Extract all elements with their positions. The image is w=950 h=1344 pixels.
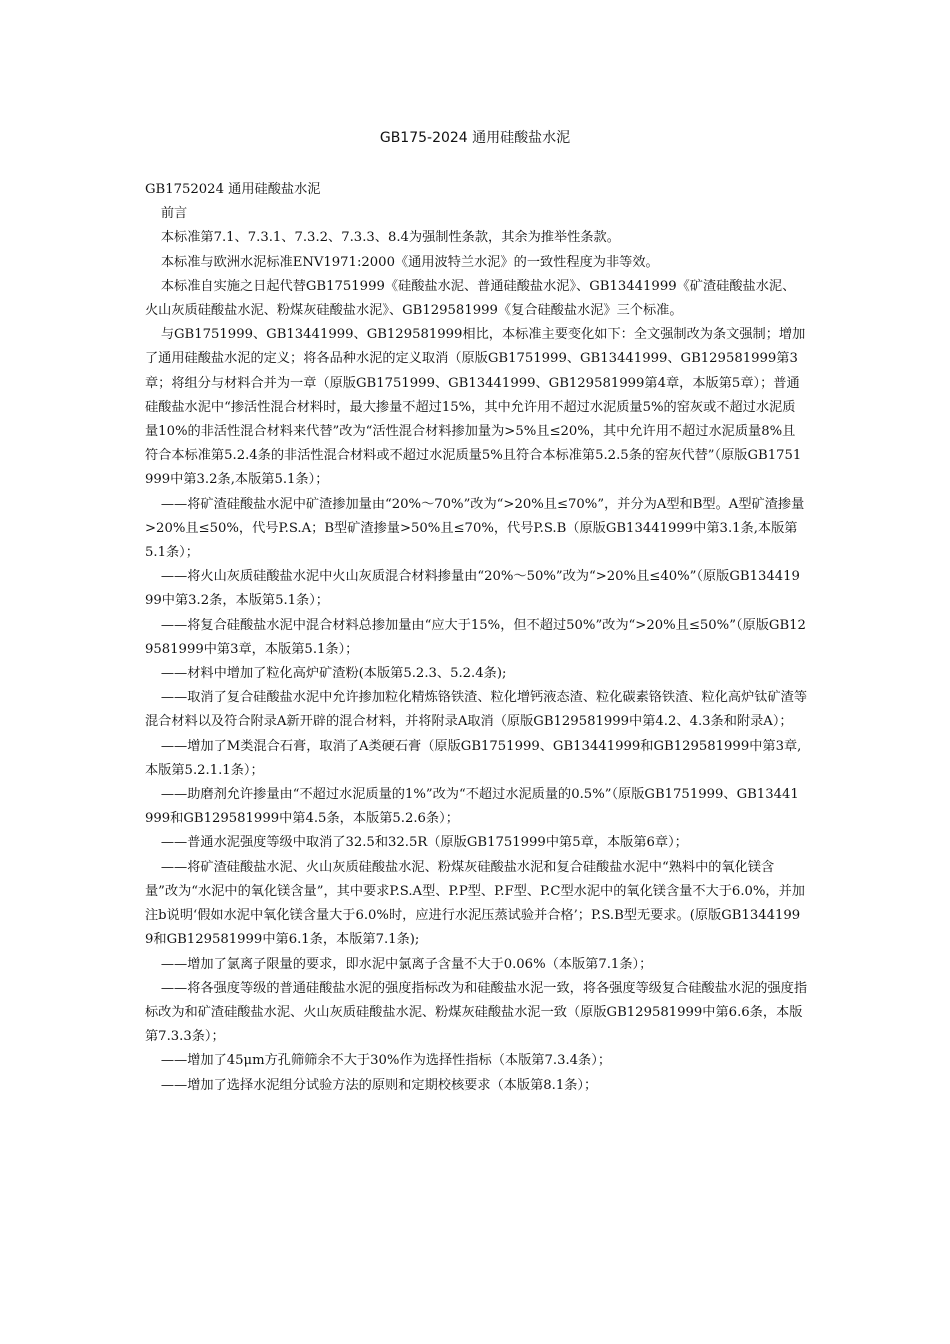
list-item-change: ——将矿渣硅酸盐水泥、火山灰质硅酸盐水泥、粉煤灰硅酸盐水泥和复合硅酸盐水泥中“熟料中的氧化镁含量”改为“水泥中的氧化镁含量”，其中要求P.S.A型、P.P型、P.F型、P.C型水泥中的氧化镁含量不大于6.0%，并加注b说明‘假如水泥中氧化镁含量大于6.0%时，应进行水泥压蒸试验并合格’；P.S.B型无要求。(原版GB13441999和GB129581999中第6.1条，本版第7.1条); (145, 859, 805, 948)
list-item-change: ——取消了复合硅酸盐水泥中允许掺加粒化精炼铬铁渣、粒化增钙液态渣、粒化碳素铬铁渣、粒化高炉钛矿渣等混合材料以及符合附录A新开辟的混合材料，并将附录A取消（原版GB129581999中第4.2、4.3条和附录A）； (145, 690, 808, 730)
paragraph-consistency: 本标准与欧洲水泥标准ENV1971:2000《通用波特兰水泥》的一致性程度为非等效。 (160, 254, 659, 270)
list-item-change: ——将火山灰质硅酸盐水泥中火山灰质混合材料掺量由“20%～50%”改为“>20%且≤40%”（原版GB13441999中第3.2条，本版第5.1条）； (145, 569, 800, 609)
document-title: GB175-2024 通用硅酸盐水泥 (379, 130, 571, 146)
list-item-change: ——增加了M类混合石膏，取消了A类硬石膏（原版GB1751999、GB13441999和GB129581999中第3章,本版第5.2.1.1条）； (145, 738, 802, 778)
list-item-change: ——增加了氯离子限量的要求，即水泥中氯离子含量不大于0.06%（本版第7.1条）； (160, 956, 653, 972)
list-item-change: ——将矿渣硅酸盐水泥中矿渣掺加量由“20%～70%”改为“>20%且≤70%”，并分为A型和B型。A型矿渣掺量>20%且≤50%，代号P.S.A；B型矿渣掺量>50%且≤70%，代号P.S.B（原版GB13441999中第3.1条,本版第5.1条）； (145, 496, 805, 561)
list-item-change: ——将各强度等级的普通硅酸盐水泥的强度指标改为和硅酸盐水泥一致，将各强度等级复合硅酸盐水泥的强度指标改为和矿渣硅酸盐水泥、火山灰质硅酸盐水泥、粉煤灰硅酸盐水泥一致（原版GB129581999中第6.6条，本版第7.3.3条）； (145, 980, 808, 1045)
paragraph-mandatory-clauses: 本标准第7.1、7.3.1、7.3.2、7.3.3、8.4为强制性条款，其余为推举性条款。 (160, 230, 620, 246)
paragraph-main-changes: 与GB1751999、GB13441999、GB129581999相比，本标准主要变化如下：全文强制改为条文强制；增加了通用硅酸盐水泥的定义；将各品种水泥的定义取消（原版GB1751999、GB13441999、GB129581999第3章；将组分与材料合并为一章（原版GB1751999、GB13441999、GB129581999第4章，本版第5章）；普通硅酸盐水泥中“掺活性混合材料时，最大掺量不超过15%，其中允许用不超过水泥质量5%的窑灰或不超过水泥质量10%的非活性混合材料来代替”改为“活性混合材料掺加量为>5%且≤20%，其中允许用不超过水泥质量8%且符合本标准第5.2.4条的非活性混合材料或不超过水泥质量5%且符合本标准第5.2.5条的窑灰代替”（原版GB1751999中第3.2条,本版第5.1条）； (145, 327, 806, 488)
list-item-change: ——增加了选择水泥组分试验方法的原则和定期校核要求（本版第8.1条）； (160, 1077, 598, 1093)
section-foreword-heading: 前言 (160, 206, 188, 222)
paragraph-replacement: 本标准自实施之日起代替GB1751999《硅酸盐水泥、普通硅酸盐水泥》、GB13441999《矿渣硅酸盐水泥、火山灰质硅酸盐水泥、粉煤灰硅酸盐水泥》、GB129581999《复合硅酸盐水泥》三个标准。 (145, 278, 796, 319)
document-body (145, 178, 807, 1098)
list-item-change: ——普通水泥强度等级中取消了32.5和32.5R（原版GB1751999中第5章，本版第6章）； (160, 835, 688, 851)
standard-heading: GB1752024 通用硅酸盐水泥 (145, 182, 321, 197)
list-item-change: ——增加了45μm方孔筛筛余不大于30%作为选择性指标（本版第7.3.4条）； (160, 1053, 612, 1069)
list-item-change: ——助磨剂允许掺量由“不超过水泥质量的1%”改为“不超过水泥质量的0.5%”（原版GB1751999、GB13441999和GB129581999中第4.5条，本版第5.2.6条）； (145, 787, 799, 827)
list-item-change: ——将复合硅酸盐水泥中混合材料总掺加量由“应大于15%，但不超过50%”改为“>20%且≤50%”（原版GB129581999中第3章，本版第5.1条）； (145, 617, 806, 657)
list-item-change: ——材料中增加了粒化高炉矿渣粉(本版第5.2.3、5.2.4条); (160, 666, 507, 682)
